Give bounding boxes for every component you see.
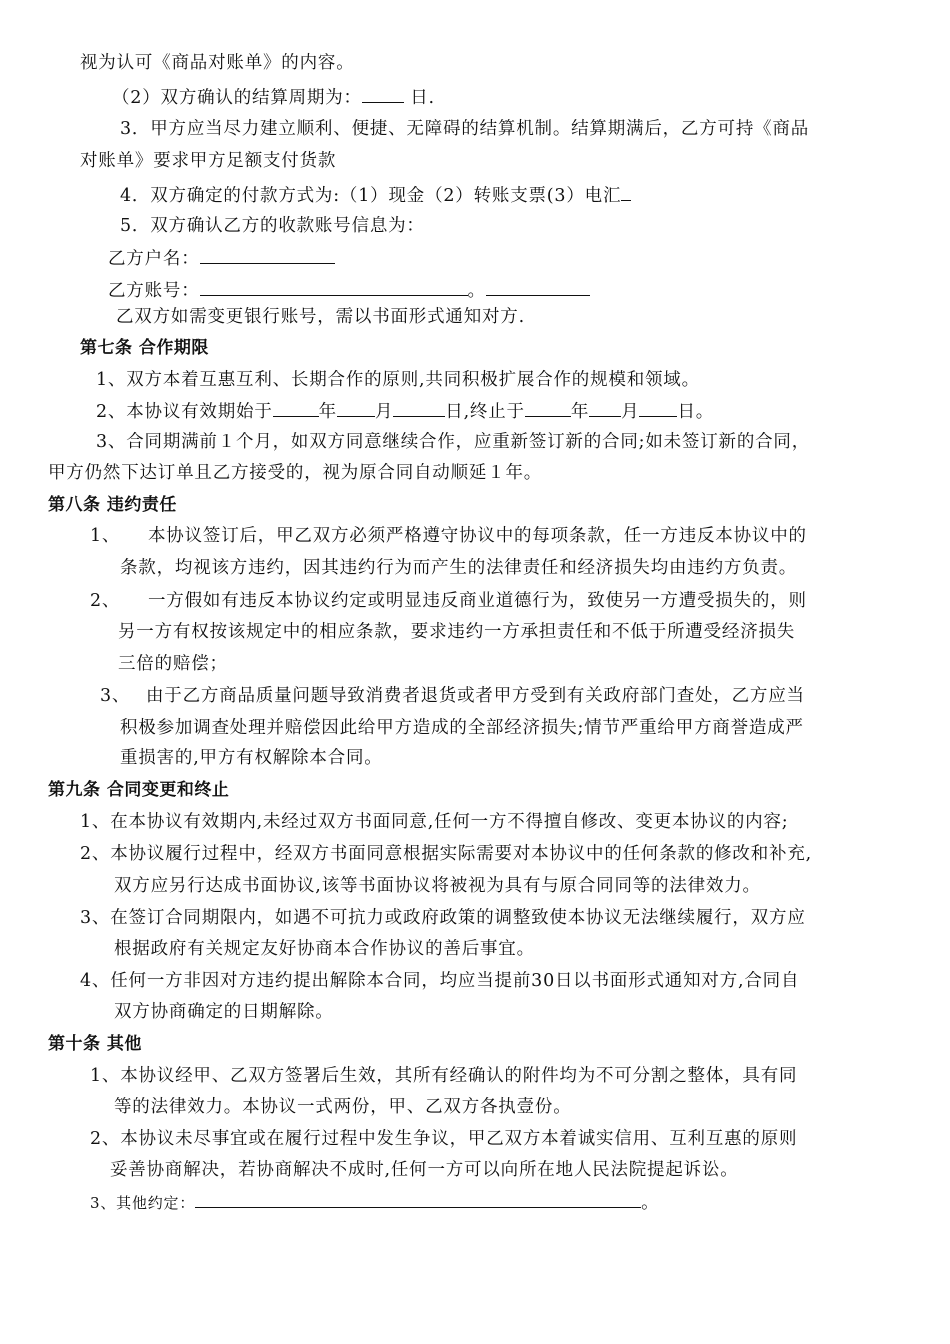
article-10-heading: 第十条 其他 <box>48 1034 142 1054</box>
item-number: 3、 <box>100 686 131 706</box>
item-number: 1、 <box>90 526 121 546</box>
payment-method-line <box>120 183 631 208</box>
account-number-line <box>108 278 590 303</box>
text-line: 3．甲方应当尽力建立顺利、便捷、无障碍的结算机制。结算期满后，乙方可持《商品 <box>120 119 810 139</box>
blank-field <box>362 85 404 103</box>
text-fragment: 日,终止于 <box>445 402 525 422</box>
settlement-cycle-line <box>112 85 435 110</box>
text-fragment: 日。 <box>677 402 715 422</box>
text-fragment: 。 <box>467 281 486 301</box>
blank-field <box>639 399 677 417</box>
blank-field <box>337 399 375 417</box>
text-line: 1、在本协议有效期内,未经过双方书面同意,任何一方不得擅自修改、变更本协议的内容; <box>80 812 789 832</box>
article-8-heading: 第八条 违约责任 <box>48 495 177 515</box>
article-9-heading: 第九条 合同变更和终止 <box>48 780 230 800</box>
text-line: 2、本协议未尽事宜或在履行过程中发生争议，甲乙双方本着诚实信用、互利互惠的原则 <box>90 1129 798 1149</box>
text-line: 对账单》要求甲方足额支付货款 <box>80 151 337 171</box>
account-name-line <box>108 246 335 271</box>
text-line: 视为认可《商品对账单》的内容。 <box>80 53 355 73</box>
text-fragment: 3、其他约定： <box>90 1194 196 1212</box>
text-line: 三倍的赔偿； <box>118 654 228 674</box>
text-line: 双方应另行达成书面协议,该等书面协议将被视为具有与原合同同等的法律效力。 <box>114 876 761 896</box>
text-line: 甲方仍然下达订单且乙方接受的，视为原合同自动顺延１年。 <box>48 463 543 483</box>
blank-field <box>273 399 319 417</box>
text-line: 5．双方确认乙方的收款账号信息为： <box>120 216 425 236</box>
blank-field <box>621 183 631 201</box>
text-fragment: 乙方账号： <box>108 281 200 301</box>
text-line: 1、本协议经甲、乙双方签署后生效，其所有经确认的附件均为不可分割之整体，具有同 <box>90 1066 798 1086</box>
text-line: 3、在签订合同期限内，如遇不可抗力或政府政策的调整致使本协议无法继续履行，双方应 <box>80 908 806 928</box>
text-line: 乙双方如需变更银行账号，需以书面形式通知对方. <box>116 307 525 327</box>
text-fragment: 。 <box>641 1193 660 1213</box>
text-fragment: 年 <box>318 402 337 422</box>
validity-period-line <box>96 399 714 424</box>
text-fragment: 年 <box>570 402 590 422</box>
text-line: 另一方有权按该规定中的相应条款，要求违约一方承担责任和不低于所遭受经济损失 <box>118 622 796 642</box>
blank-field <box>195 1190 641 1208</box>
blank-field <box>486 278 590 296</box>
text-fragment: 乙方户名： <box>108 249 200 269</box>
blank-field <box>525 399 571 417</box>
text-fragment: （2）双方确认的结算周期为： <box>112 88 362 108</box>
item-number: 2、 <box>90 591 121 611</box>
text-fragment: 2、本协议有效期始于 <box>96 402 273 422</box>
text-line: 妥善协商解决，若协商解决不成时,任何一方可以向所在地人民法院提起诉讼。 <box>110 1160 739 1180</box>
text-line: 3、合同期满前１个月，如双方同意继续合作，应重新签订新的合同;如未签订新的合同， <box>96 432 811 452</box>
blank-field <box>393 399 445 417</box>
other-agreement-line <box>90 1190 659 1215</box>
text-line: 一方假如有违反本协议约定或明显违反商业道德行为，致使另一方遭受损失的，则 <box>148 591 807 611</box>
text-line: 2、本协议履行过程中，经双方书面同意根据实际需要对本协议中的任何条款的修改和补充, <box>80 844 812 864</box>
text-line: 4、任何一方非因对方违约提出解除本合同，均应当提前30日以书面形式通知对方,合同自 <box>80 971 800 991</box>
text-line: 1、双方本着互惠互利、长期合作的原则,共同积极扩展合作的规模和领域。 <box>96 370 700 390</box>
text-line: 由于乙方商品质量问题导致消费者退货或者甲方受到有关政府部门查处，乙方应当 <box>146 686 805 706</box>
text-line: 根据政府有关规定友好协商本合作协议的善后事宜。 <box>114 939 535 959</box>
text-line: 本协议签订后，甲乙双方必须严格遵守协议中的每项条款，任一方违反本协议中的 <box>148 526 807 546</box>
text-line: 重损害的,甲方有权解除本合同。 <box>120 748 383 768</box>
text-line: 等的法律效力。本协议一式两份，甲、乙双方各执壹份。 <box>114 1097 572 1117</box>
text-line: 积极参加调查处理并赔偿因此给甲方造成的全部经济损失;情节严重给甲方商誉造成严 <box>120 718 804 738</box>
text-fragment: 月 <box>374 402 394 422</box>
blank-field <box>589 399 621 417</box>
text-fragment: 月 <box>621 402 640 422</box>
blank-field <box>200 278 468 296</box>
text-line: 双方协商确定的日期解除。 <box>114 1002 334 1022</box>
text-fragment: 4．双方确定的付款方式为:（1）现金（2）转账支票(3）电汇 <box>120 186 622 206</box>
article-7-heading: 第七条 合作期限 <box>80 338 209 358</box>
text-line: 条款，均视该方违约，因其违约行为而产生的法律责任和经济损失均由违约方负责。 <box>120 558 798 578</box>
text-fragment: 日. <box>403 88 435 108</box>
blank-field <box>200 246 335 264</box>
